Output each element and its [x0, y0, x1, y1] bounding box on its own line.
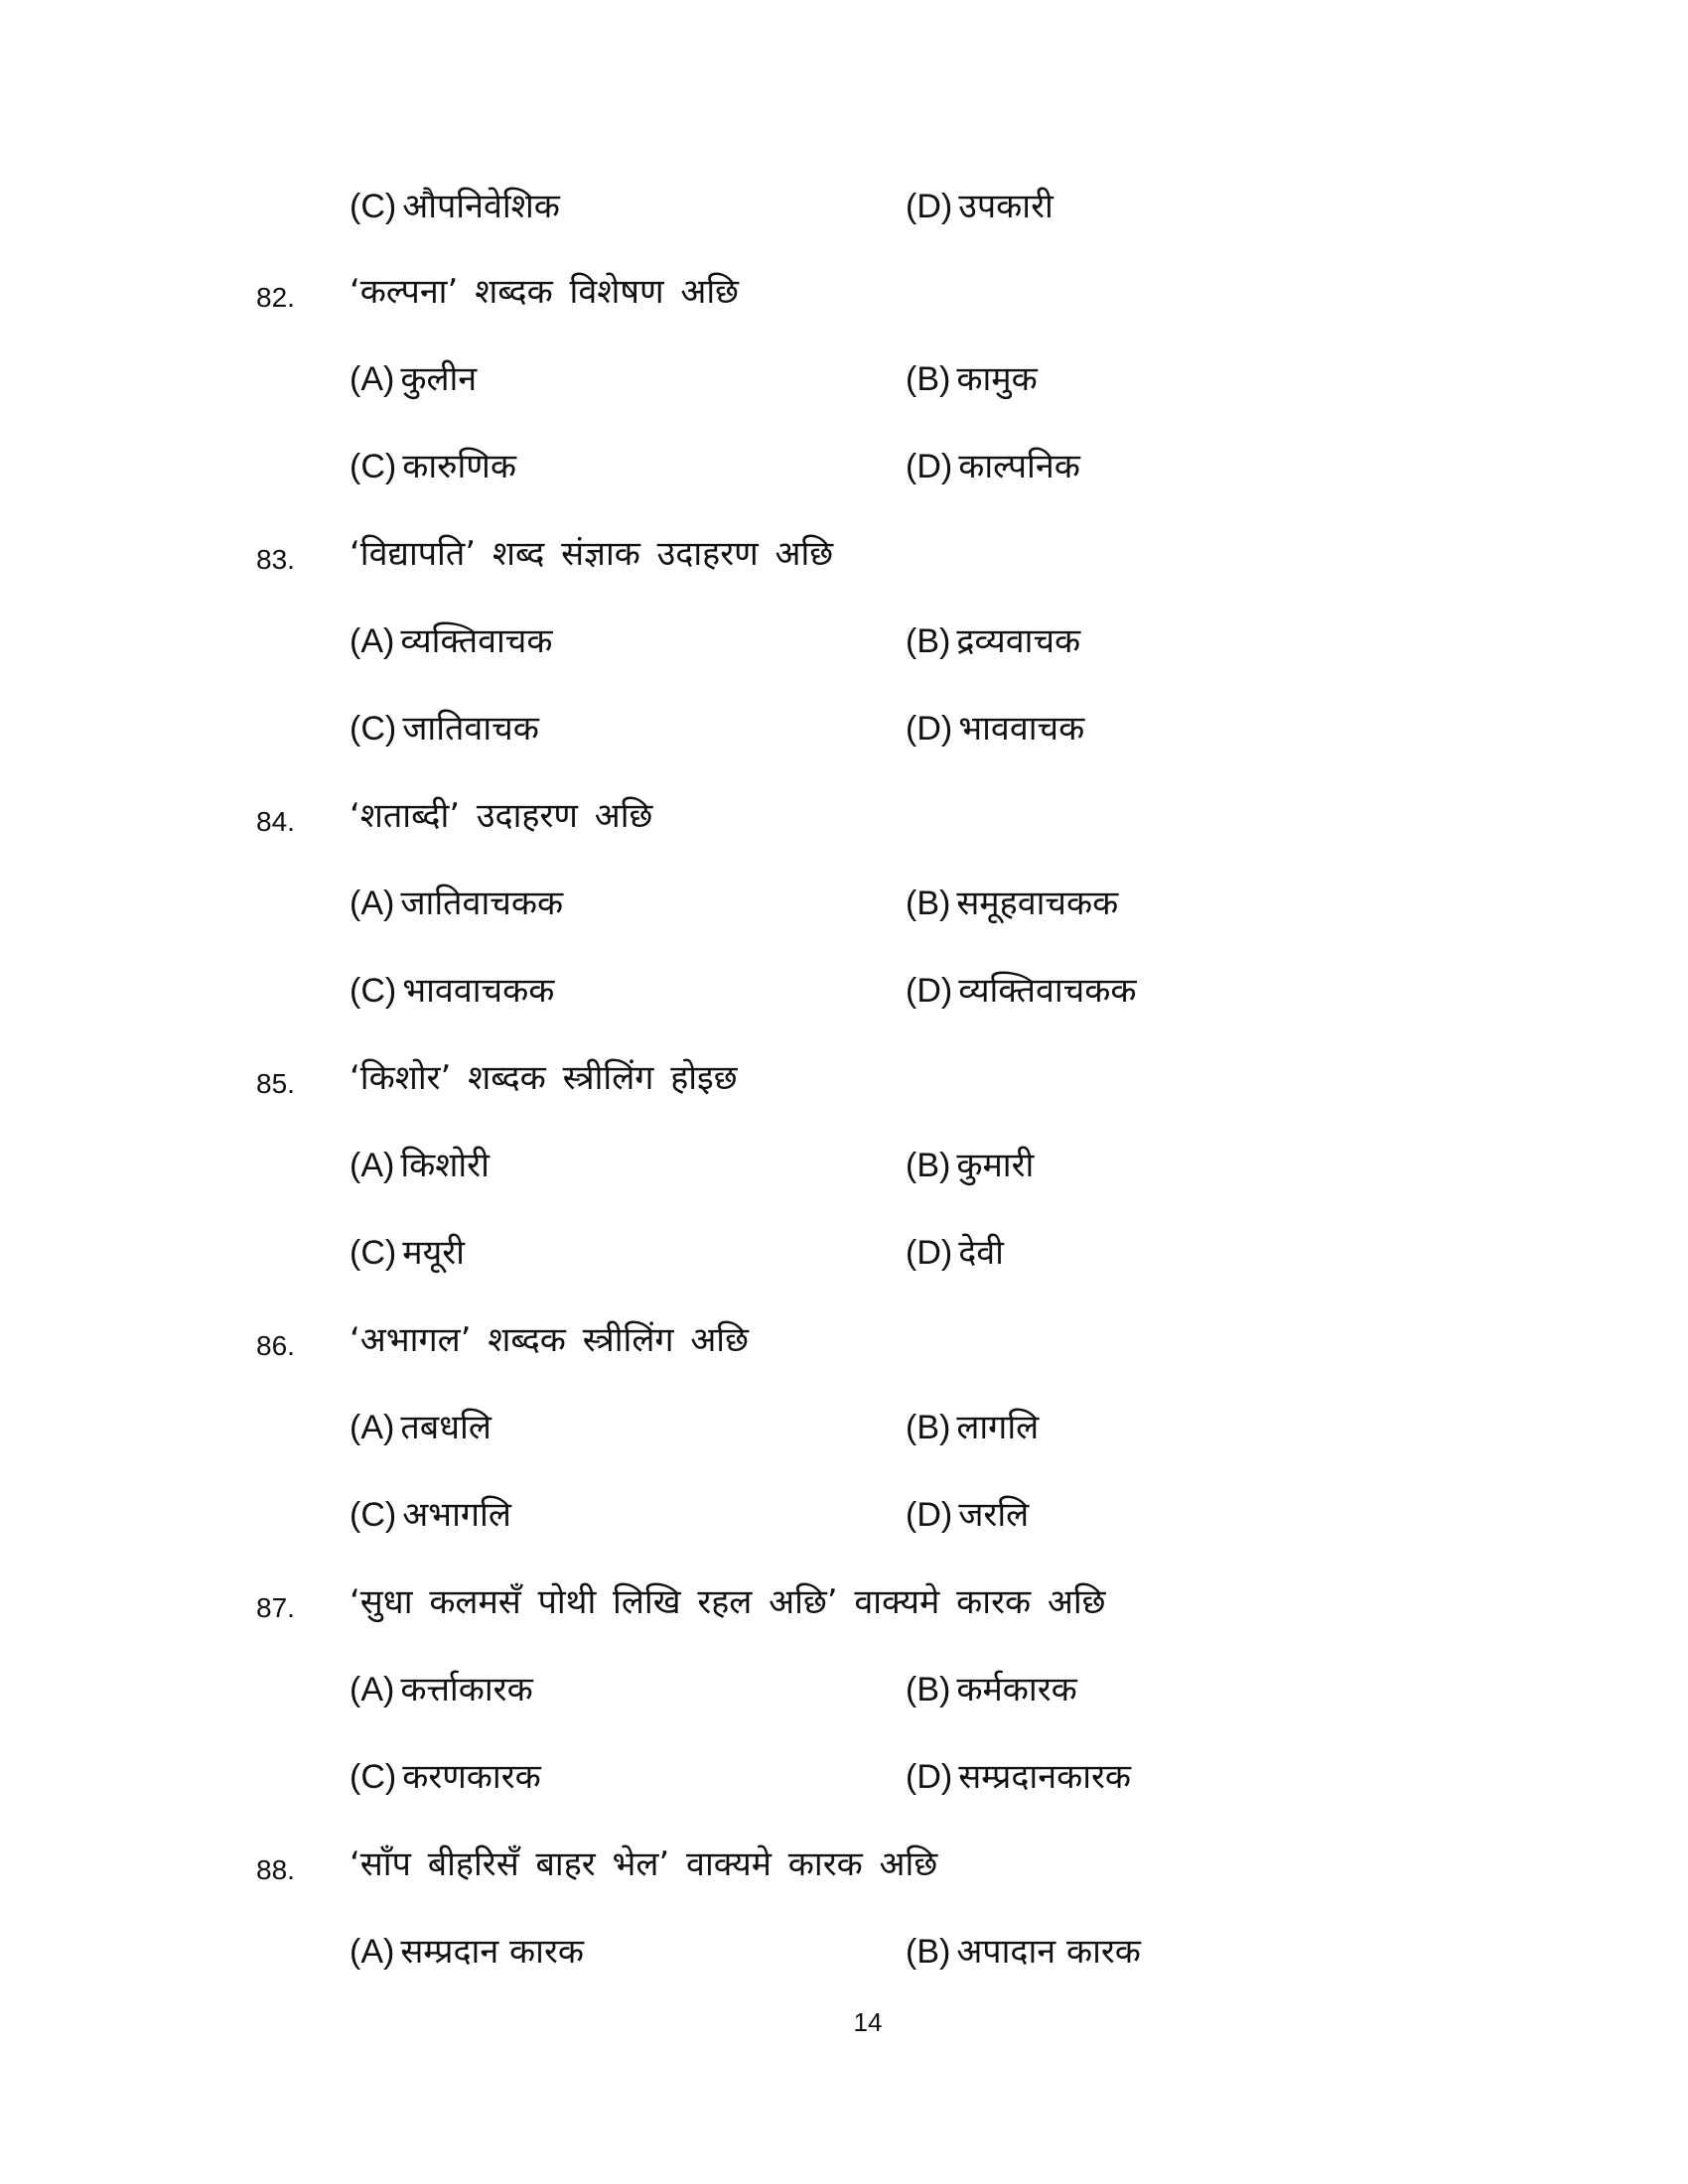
option-81-c	[350, 185, 560, 228]
option-letter: (A)	[350, 360, 395, 398]
option-84-a	[350, 882, 563, 925]
option-letter: (B)	[906, 1933, 951, 1971]
option-text: कुमारी	[956, 1146, 1035, 1185]
option-text: अभागलि	[402, 1495, 511, 1535]
option-82-b	[906, 357, 1038, 401]
option-text: जातिवाचक	[402, 709, 539, 749]
option-82-a	[350, 357, 477, 401]
question-text-83: ‘विद्यापति’ शब्द संज्ञाक उदाहरण अछि	[350, 534, 834, 574]
option-text: व्यक्तिवाचक	[400, 621, 553, 661]
option-86-a	[350, 1406, 492, 1449]
question-text-86: ‘अभागल’ शब्दक स्त्रीलिंग अछि	[350, 1320, 749, 1360]
question-number-88: 88.	[256, 1854, 295, 1885]
option-text: किशोरी	[400, 1146, 490, 1185]
option-text: करणकारक	[402, 1757, 541, 1797]
option-letter: (A)	[350, 622, 395, 660]
question-number-85: 85.	[256, 1068, 295, 1099]
option-letter: (C)	[350, 448, 397, 485]
option-letter: (B)	[906, 622, 951, 660]
option-text: भाववाचकक	[402, 971, 555, 1011]
option-88-b	[906, 1930, 1141, 1974]
option-83-d	[906, 707, 1084, 751]
option-letter: (A)	[350, 1147, 395, 1184]
page-number: 14	[853, 2007, 883, 2037]
option-87-a	[350, 1668, 533, 1711]
option-letter: (A)	[350, 1671, 395, 1708]
option-88-a	[350, 1930, 584, 1974]
option-text: समूहवाचकक	[956, 884, 1119, 923]
question-number-82: 82.	[256, 282, 295, 313]
option-85-c	[350, 1231, 465, 1275]
option-letter: (A)	[350, 1409, 395, 1446]
question-text-82: ‘कल्पना’ शब्दक विशेषण अछि	[350, 272, 740, 312]
option-text: कारुणिक	[402, 447, 516, 486]
option-letter: (A)	[350, 885, 395, 922]
option-81-d	[906, 185, 1054, 228]
option-86-c	[350, 1493, 511, 1537]
option-letter: (D)	[906, 972, 953, 1010]
option-87-b	[906, 1668, 1077, 1711]
option-text: उपकारी	[958, 187, 1054, 226]
option-84-d	[906, 969, 1137, 1013]
option-text: सम्प्रदान कारक	[400, 1932, 584, 1972]
option-text: भाववाचक	[958, 709, 1085, 749]
option-text: अपादान कारक	[956, 1932, 1141, 1972]
option-letter: (B)	[906, 1147, 951, 1184]
option-letter: (C)	[350, 972, 397, 1010]
option-text: देवी	[958, 1233, 1004, 1273]
option-text: लागलि	[956, 1408, 1040, 1447]
option-text: सम्प्रदानकारक	[958, 1757, 1132, 1797]
option-text: कर्मकारक	[956, 1670, 1077, 1709]
option-83-a	[350, 619, 553, 663]
option-86-b	[906, 1406, 1039, 1449]
question-text-85: ‘किशोर’ शब्दक स्त्रीलिंग होइछ	[350, 1058, 738, 1098]
option-text: जातिवाचकक	[400, 884, 564, 923]
option-letter: (D)	[906, 710, 953, 748]
option-text: काल्पनिक	[958, 447, 1080, 486]
question-number-84: 84.	[256, 806, 295, 837]
option-letter: (C)	[350, 710, 397, 748]
option-letter: (C)	[350, 188, 397, 225]
question-number-87: 87.	[256, 1592, 295, 1623]
question-number-86: 86.	[256, 1330, 295, 1361]
option-text: कुलीन	[400, 359, 478, 399]
option-85-a	[350, 1144, 490, 1187]
option-86-d	[906, 1493, 1029, 1537]
question-number-83: 83.	[256, 544, 295, 575]
option-85-d	[906, 1231, 1004, 1275]
option-letter: (C)	[350, 1758, 397, 1796]
option-letter: (D)	[906, 1496, 953, 1534]
option-87-d	[906, 1755, 1131, 1799]
option-text: जरलि	[958, 1495, 1030, 1535]
option-83-b	[906, 619, 1080, 663]
option-letter: (D)	[906, 1758, 953, 1796]
option-87-c	[350, 1755, 541, 1799]
option-letter: (B)	[906, 360, 951, 398]
option-text: औपनिवेशिक	[402, 187, 560, 226]
option-letter: (D)	[906, 188, 953, 225]
option-letter: (D)	[906, 448, 953, 485]
option-text: कामुक	[956, 359, 1038, 399]
option-text: द्रव्यवाचक	[956, 621, 1081, 661]
option-82-c	[350, 445, 516, 488]
option-text: मयूरी	[402, 1233, 465, 1273]
option-84-b	[906, 882, 1118, 925]
option-letter: (A)	[350, 1933, 395, 1971]
option-letter: (D)	[906, 1234, 953, 1272]
option-83-c	[350, 707, 539, 751]
option-84-c	[350, 969, 554, 1013]
option-letter: (B)	[906, 1409, 951, 1446]
option-text: तबधलि	[400, 1408, 492, 1447]
question-text-84: ‘शताब्दी’ उदाहरण अछि	[350, 796, 653, 836]
option-text: व्यक्तिवाचकक	[958, 971, 1137, 1011]
option-text: कर्त्ताकारक	[400, 1670, 533, 1709]
question-text-88: ‘साँप बीहरिसँ बाहर भेल’ वाक्यमे कारक अछि	[350, 1844, 938, 1884]
option-letter: (C)	[350, 1234, 397, 1272]
option-letter: (C)	[350, 1496, 397, 1534]
option-letter: (B)	[906, 1671, 951, 1708]
option-letter: (B)	[906, 885, 951, 922]
option-85-b	[906, 1144, 1034, 1187]
question-text-87: ‘सुधा कलमसँ पोथी लिखि रहल अछि’ वाक्यमे कारक अछि	[350, 1582, 1106, 1622]
option-82-d	[906, 445, 1080, 488]
